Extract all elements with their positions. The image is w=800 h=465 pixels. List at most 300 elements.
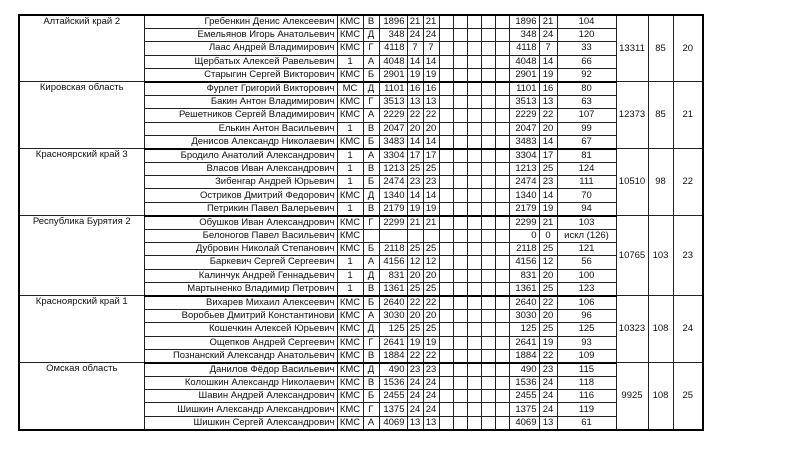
- athlete-place-a: 22: [407, 109, 423, 122]
- empty-cell: [481, 163, 495, 176]
- athlete-place-a: 12: [407, 256, 423, 269]
- athlete-rank: КМС: [337, 336, 363, 349]
- athlete-final-place: 14: [539, 189, 557, 202]
- athlete-place-b: 19: [423, 336, 439, 349]
- empty-cell: [481, 109, 495, 122]
- athlete-score: 2640: [379, 296, 407, 310]
- athlete-place-b: 25: [423, 243, 439, 256]
- athlete-points: 61: [557, 416, 616, 430]
- athlete-final-place: 20: [539, 122, 557, 135]
- athlete-name: Мартыненко Владимир Петрович: [144, 282, 337, 296]
- athlete-final-score: 4156: [509, 256, 539, 269]
- athlete-name: Елькин Антон Васильевич: [144, 122, 337, 135]
- empty-cell: [481, 349, 495, 363]
- team-place: 25: [673, 363, 703, 430]
- athlete-points: 111: [557, 176, 616, 189]
- team-total: 10765: [616, 216, 648, 296]
- athlete-rank: КМС: [337, 42, 363, 55]
- team-name: Республика Бурятия 2: [19, 216, 144, 296]
- empty-cell: [495, 243, 509, 256]
- empty-cell: [453, 42, 467, 55]
- empty-cell: [467, 403, 481, 416]
- empty-cell: [453, 55, 467, 68]
- empty-cell: [481, 29, 495, 42]
- empty-cell: [453, 269, 467, 282]
- athlete-points: 66: [557, 55, 616, 68]
- athlete-rank: КМС: [337, 135, 363, 149]
- empty-cell: [495, 310, 509, 323]
- athlete-name: Старыгин Сергей Викторович: [144, 68, 337, 82]
- athlete-score: 2229: [379, 109, 407, 122]
- athlete-place-a: 17: [407, 149, 423, 163]
- empty-cell: [495, 282, 509, 296]
- athlete-place-b: 25: [423, 323, 439, 336]
- athlete-points: 56: [557, 256, 616, 269]
- empty-cell: [481, 149, 495, 163]
- athlete-rank: КМС: [337, 29, 363, 42]
- athlete-final-score: 490: [509, 363, 539, 377]
- athlete-name: Лаас Андрей Владимирович: [144, 42, 337, 55]
- athlete-points: 109: [557, 349, 616, 363]
- athlete-points: 119: [557, 403, 616, 416]
- athlete-place-b: 12: [423, 256, 439, 269]
- athlete-final-score: 348: [509, 29, 539, 42]
- empty-cell: [467, 55, 481, 68]
- athlete-score: 2179: [379, 202, 407, 216]
- athlete-final-place: 16: [539, 82, 557, 96]
- athlete-place-a: 24: [407, 377, 423, 390]
- table-row: [19, 363, 703, 377]
- empty-cell: [495, 55, 509, 68]
- athlete-place-a: 20: [407, 310, 423, 323]
- athlete-place-a: 16: [407, 82, 423, 96]
- athlete-name: Петрикин Павел Валерьевич: [144, 202, 337, 216]
- athlete-final-score: 2299: [509, 216, 539, 230]
- athlete-rank: КМС: [337, 216, 363, 230]
- empty-cell: [495, 96, 509, 109]
- empty-cell: [481, 323, 495, 336]
- empty-cell: [481, 230, 495, 243]
- empty-cell: [453, 323, 467, 336]
- athlete-name: Шишкин Александр Александрович: [144, 403, 337, 416]
- empty-cell: [453, 230, 467, 243]
- empty-cell: [439, 135, 453, 149]
- empty-cell: [439, 216, 453, 230]
- empty-cell: [439, 82, 453, 96]
- athlete-rank: 1: [337, 202, 363, 216]
- athlete-final-score: 2640: [509, 296, 539, 310]
- athlete-points: 121: [557, 243, 616, 256]
- empty-cell: [481, 189, 495, 202]
- empty-cell: [481, 216, 495, 230]
- athlete-rank: КМС: [337, 403, 363, 416]
- athlete-points: 123: [557, 282, 616, 296]
- empty-cell: [439, 296, 453, 310]
- athlete-final-score: 2229: [509, 109, 539, 122]
- empty-cell: [453, 29, 467, 42]
- empty-cell: [495, 202, 509, 216]
- empty-cell: [467, 202, 481, 216]
- empty-cell: [453, 403, 467, 416]
- athlete-final-place: 21: [539, 15, 557, 29]
- empty-cell: [481, 202, 495, 216]
- athlete-rank: 1: [337, 269, 363, 282]
- empty-cell: [495, 122, 509, 135]
- athlete-score: 2901: [379, 68, 407, 82]
- athlete-points: 107: [557, 109, 616, 122]
- athlete-group: Г: [363, 336, 379, 349]
- athlete-name: Воробьев Дмитрий Константинови: [144, 310, 337, 323]
- athlete-group: [363, 230, 379, 243]
- empty-cell: [453, 68, 467, 82]
- athlete-place-b: 20: [423, 310, 439, 323]
- empty-cell: [467, 269, 481, 282]
- athlete-place-a: 23: [407, 176, 423, 189]
- team-place: 20: [673, 15, 703, 82]
- empty-cell: [439, 416, 453, 430]
- team-name: Кировская область: [19, 82, 144, 149]
- team-total: 13311: [616, 15, 648, 82]
- team-points: 108: [648, 296, 673, 363]
- table-row: [19, 82, 703, 96]
- athlete-final-score: 1340: [509, 189, 539, 202]
- athlete-place-b: 14: [423, 189, 439, 202]
- empty-cell: [495, 269, 509, 282]
- athlete-score: 1101: [379, 82, 407, 96]
- athlete-final-place: 24: [539, 29, 557, 42]
- athlete-final-place: 19: [539, 202, 557, 216]
- athlete-final-place: 0: [539, 230, 557, 243]
- athlete-name: Калинчук Андрей Геннадьевич: [144, 269, 337, 282]
- athlete-rank: КМС: [337, 109, 363, 122]
- empty-cell: [481, 390, 495, 403]
- empty-cell: [495, 390, 509, 403]
- athlete-points: 116: [557, 390, 616, 403]
- athlete-place-b: 22: [423, 296, 439, 310]
- empty-cell: [467, 390, 481, 403]
- athlete-group: Г: [363, 216, 379, 230]
- athlete-final-place: 14: [539, 135, 557, 149]
- empty-cell: [495, 377, 509, 390]
- empty-cell: [439, 176, 453, 189]
- team-points: 98: [648, 149, 673, 216]
- athlete-place-b: 13: [423, 96, 439, 109]
- empty-cell: [495, 176, 509, 189]
- athlete-rank: КМС: [337, 68, 363, 82]
- athlete-points: 63: [557, 96, 616, 109]
- athlete-final-score: 4048: [509, 55, 539, 68]
- empty-cell: [495, 189, 509, 202]
- athlete-place-b: 21: [423, 216, 439, 230]
- athlete-group: В: [363, 163, 379, 176]
- athlete-final-score: 3513: [509, 96, 539, 109]
- athlete-group: Б: [363, 243, 379, 256]
- athlete-final-score: 0: [509, 230, 539, 243]
- athlete-score: 2641: [379, 336, 407, 349]
- athlete-place-b: 19: [423, 202, 439, 216]
- athlete-score: 1361: [379, 282, 407, 296]
- athlete-name: Зибенгар Андрей Юрьевич: [144, 176, 337, 189]
- empty-cell: [439, 349, 453, 363]
- athlete-place-b: 23: [423, 176, 439, 189]
- empty-cell: [495, 230, 509, 243]
- athlete-rank: КМС: [337, 363, 363, 377]
- empty-cell: [439, 163, 453, 176]
- empty-cell: [453, 202, 467, 216]
- athlete-group: Б: [363, 390, 379, 403]
- team-points: 85: [648, 15, 673, 82]
- empty-cell: [453, 336, 467, 349]
- athlete-final-score: 1361: [509, 282, 539, 296]
- athlete-name: Фурлет Григорий Викторович: [144, 82, 337, 96]
- athlete-score: 831: [379, 269, 407, 282]
- athlete-final-place: 23: [539, 176, 557, 189]
- results-table: [18, 14, 704, 431]
- athlete-group: Д: [363, 82, 379, 96]
- empty-cell: [453, 243, 467, 256]
- athlete-final-place: 13: [539, 416, 557, 430]
- empty-cell: [453, 176, 467, 189]
- empty-cell: [495, 349, 509, 363]
- athlete-place-b: 20: [423, 122, 439, 135]
- athlete-points: 115: [557, 363, 616, 377]
- empty-cell: [467, 256, 481, 269]
- empty-cell: [467, 82, 481, 96]
- empty-cell: [467, 282, 481, 296]
- empty-cell: [439, 96, 453, 109]
- athlete-name: Белоногов Павел Васильевич: [144, 230, 337, 243]
- athlete-place-a: 25: [407, 282, 423, 296]
- athlete-place-b: 14: [423, 55, 439, 68]
- athlete-group: Б: [363, 296, 379, 310]
- empty-cell: [453, 282, 467, 296]
- athlete-group: А: [363, 149, 379, 163]
- table-row: [19, 15, 703, 29]
- team-name: Алтайский край 2: [19, 15, 144, 82]
- empty-cell: [439, 269, 453, 282]
- athlete-points: 33: [557, 42, 616, 55]
- athlete-final-place: 22: [539, 349, 557, 363]
- athlete-points: 92: [557, 68, 616, 82]
- athlete-place-b: 17: [423, 149, 439, 163]
- empty-cell: [453, 310, 467, 323]
- athlete-final-score: 2474: [509, 176, 539, 189]
- athlete-final-score: 2455: [509, 390, 539, 403]
- athlete-final-place: 17: [539, 149, 557, 163]
- athlete-group: Д: [363, 29, 379, 42]
- empty-cell: [481, 416, 495, 430]
- empty-cell: [495, 163, 509, 176]
- athlete-rank: КМС: [337, 96, 363, 109]
- empty-cell: [495, 109, 509, 122]
- empty-cell: [439, 323, 453, 336]
- athlete-place-a: 22: [407, 296, 423, 310]
- empty-cell: [467, 349, 481, 363]
- team-name: Омская область: [19, 363, 144, 430]
- athlete-final-score: 2118: [509, 243, 539, 256]
- athlete-score: 4069: [379, 416, 407, 430]
- athlete-group: А: [363, 256, 379, 269]
- empty-cell: [495, 403, 509, 416]
- empty-cell: [453, 109, 467, 122]
- athlete-final-place: 24: [539, 390, 557, 403]
- empty-cell: [453, 363, 467, 377]
- empty-cell: [439, 310, 453, 323]
- athlete-score: 1340: [379, 189, 407, 202]
- athlete-group: А: [363, 109, 379, 122]
- athlete-place-a: 21: [407, 15, 423, 29]
- empty-cell: [495, 68, 509, 82]
- athlete-group: Г: [363, 403, 379, 416]
- empty-cell: [467, 310, 481, 323]
- empty-cell: [467, 243, 481, 256]
- results-table-body: [19, 15, 703, 430]
- athlete-points: 94: [557, 202, 616, 216]
- team-total: 9925: [616, 363, 648, 430]
- empty-cell: [453, 163, 467, 176]
- athlete-final-place: 22: [539, 296, 557, 310]
- athlete-points: 80: [557, 82, 616, 96]
- athlete-group: Б: [363, 68, 379, 82]
- athlete-name: Остриков Дмитрий Федорович: [144, 189, 337, 202]
- athlete-place-b: 22: [423, 109, 439, 122]
- athlete-final-place: 14: [539, 55, 557, 68]
- empty-cell: [439, 68, 453, 82]
- athlete-score: 1884: [379, 349, 407, 363]
- empty-cell: [439, 390, 453, 403]
- team-total: 12373: [616, 82, 648, 149]
- athlete-place-b: 24: [423, 403, 439, 416]
- athlete-rank: КМС: [337, 296, 363, 310]
- athlete-points: 124: [557, 163, 616, 176]
- empty-cell: [467, 135, 481, 149]
- empty-cell: [453, 82, 467, 96]
- empty-cell: [467, 29, 481, 42]
- athlete-place-b: 23: [423, 363, 439, 377]
- athlete-place-a: 24: [407, 390, 423, 403]
- empty-cell: [481, 55, 495, 68]
- athlete-group: В: [363, 15, 379, 29]
- empty-cell: [481, 403, 495, 416]
- athlete-score: 2047: [379, 122, 407, 135]
- athlete-group: Д: [363, 269, 379, 282]
- athlete-final-score: 3483: [509, 135, 539, 149]
- athlete-name: Вихарев Михаил Алексеевич: [144, 296, 337, 310]
- athlete-final-score: 3030: [509, 310, 539, 323]
- athlete-points: 118: [557, 377, 616, 390]
- athlete-final-place: 21: [539, 216, 557, 230]
- athlete-place-b: 7: [423, 42, 439, 55]
- empty-cell: [467, 216, 481, 230]
- athlete-points: 106: [557, 296, 616, 310]
- empty-cell: [481, 282, 495, 296]
- athlete-group: А: [363, 55, 379, 68]
- empty-cell: [495, 416, 509, 430]
- athlete-place-b: 16: [423, 82, 439, 96]
- athlete-points: 100: [557, 269, 616, 282]
- athlete-place-a: 19: [407, 202, 423, 216]
- empty-cell: [453, 377, 467, 390]
- athlete-group: В: [363, 377, 379, 390]
- team-place: 21: [673, 82, 703, 149]
- athlete-final-score: 2641: [509, 336, 539, 349]
- athlete-name: Дубровин Николай Степанович: [144, 243, 337, 256]
- empty-cell: [439, 403, 453, 416]
- team-points: 103: [648, 216, 673, 296]
- athlete-group: Б: [363, 135, 379, 149]
- empty-cell: [467, 296, 481, 310]
- empty-cell: [481, 269, 495, 282]
- empty-cell: [481, 68, 495, 82]
- athlete-final-score: 3304: [509, 149, 539, 163]
- athlete-score: 3513: [379, 96, 407, 109]
- athlete-name: Бакин Антон Владимирович: [144, 96, 337, 109]
- empty-cell: [453, 349, 467, 363]
- athlete-place-a: 24: [407, 29, 423, 42]
- athlete-rank: 1: [337, 282, 363, 296]
- athlete-place-a: 20: [407, 122, 423, 135]
- athlete-points: 96: [557, 310, 616, 323]
- athlete-rank: КМС: [337, 310, 363, 323]
- athlete-group: Д: [363, 189, 379, 202]
- athlete-rank: КМС: [337, 390, 363, 403]
- athlete-score: 4118: [379, 42, 407, 55]
- athlete-score: [379, 230, 407, 243]
- team-points: 85: [648, 82, 673, 149]
- athlete-place-a: 23: [407, 363, 423, 377]
- athlete-score: 2474: [379, 176, 407, 189]
- athlete-rank: КМС: [337, 230, 363, 243]
- athlete-points: 99: [557, 122, 616, 135]
- empty-cell: [481, 256, 495, 269]
- empty-cell: [453, 135, 467, 149]
- empty-cell: [467, 377, 481, 390]
- empty-cell: [495, 363, 509, 377]
- athlete-final-score: 1536: [509, 377, 539, 390]
- athlete-score: 348: [379, 29, 407, 42]
- empty-cell: [439, 55, 453, 68]
- athlete-group: А: [363, 310, 379, 323]
- athlete-name: Решетников Сергей Владимирович: [144, 109, 337, 122]
- empty-cell: [481, 82, 495, 96]
- athlete-final-place: 20: [539, 269, 557, 282]
- athlete-name: Баркевич Сергей Сергеевич: [144, 256, 337, 269]
- athlete-place-a: 14: [407, 55, 423, 68]
- athlete-place-b: 19: [423, 68, 439, 82]
- athlete-final-score: 2179: [509, 202, 539, 216]
- table-row: [19, 216, 703, 230]
- results-table-wrapper: [18, 14, 704, 431]
- athlete-final-place: 25: [539, 282, 557, 296]
- athlete-rank: КМС: [337, 323, 363, 336]
- empty-cell: [495, 29, 509, 42]
- athlete-final-place: 24: [539, 377, 557, 390]
- athlete-group: В: [363, 122, 379, 135]
- athlete-score: 1896: [379, 15, 407, 29]
- empty-cell: [467, 230, 481, 243]
- athlete-points: 125: [557, 323, 616, 336]
- athlete-score: 4156: [379, 256, 407, 269]
- athlete-final-place: 7: [539, 42, 557, 55]
- team-place: 24: [673, 296, 703, 363]
- athlete-final-place: 20: [539, 310, 557, 323]
- athlete-rank: МС: [337, 82, 363, 96]
- athlete-group: Г: [363, 96, 379, 109]
- empty-cell: [467, 176, 481, 189]
- athlete-group: В: [363, 202, 379, 216]
- athlete-group: В: [363, 282, 379, 296]
- athlete-place-b: 24: [423, 377, 439, 390]
